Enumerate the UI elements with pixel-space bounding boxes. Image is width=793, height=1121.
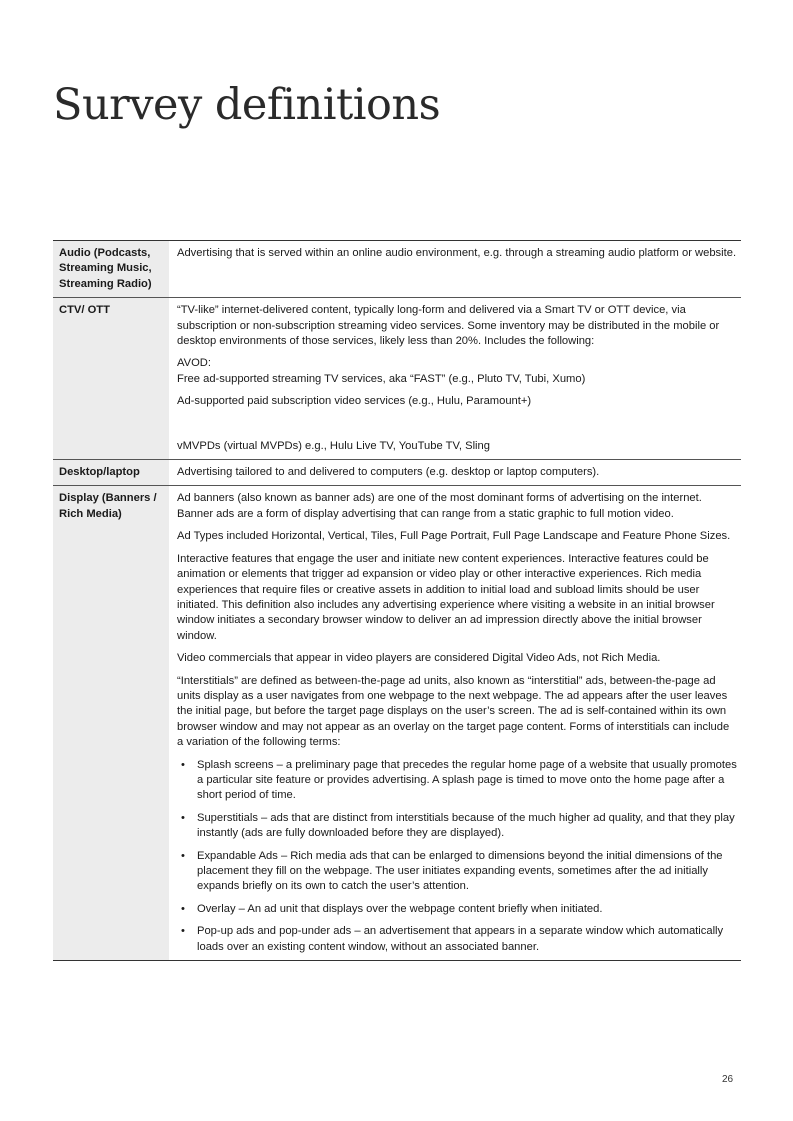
list-item-text: Expandable Ads – Rich media ads that can be enlarged to dimensions beyond the initial dimensions of the placement they fill on the webpage. The user initiates expanding events, sometimes after the ad initially expands briefly on its own to catch the user’s attention. — [197, 849, 723, 893]
definition-cell — [169, 298, 741, 460]
bullet-icon: • — [181, 902, 185, 915]
list-item-text: Superstitials – ads that are distinct from interstitials because of the much higher ad quality, and that they play instantly (ads are fully downloaded before they are displayed). — [197, 811, 735, 840]
definition-paragraph: “TV-like” internet-delivered content, typically long-form and delivered via a Smart TV or OTT device, via subscription or non-subscription streaming video services. Some inventory may be distributed in the mobile or desktop environments of those services, likely less than 20%. Includes the following: — [177, 304, 720, 348]
list-item — [177, 924, 737, 955]
definition-paragraph: Video commercials that appear in video players are considered Digital Video Ads, not Rich Media. — [177, 652, 661, 665]
table-row — [53, 460, 741, 486]
definition-cell — [169, 460, 741, 486]
term-cell: Display (Banners / Rich Media) — [53, 486, 169, 961]
definition-cell — [169, 241, 741, 298]
definition-paragraph: Interactive features that engage the user and initiate new content experiences. Interactive features could be animation or elements that trigger ad expansion or video play or other interactive experiences. Rich media experiences that require files or creative assets in addition to initial load and subload limits should be user initiated. This definition also includes any advertising experience where visiting a website in an initial browser window initiates a secondary browser window to deliver an ad impression directly above the initial browser window. — [177, 552, 715, 642]
bullet-icon: • — [181, 925, 185, 938]
definition-paragraph: Free ad-supported streaming TV services, aka “FAST” (e.g., Pluto TV, Tubi, Xumo) — [177, 372, 586, 385]
table-row — [53, 241, 741, 298]
interstitial-types-list — [177, 758, 737, 955]
bullet-icon: • — [181, 811, 185, 824]
page-number: 26 — [722, 1074, 734, 1085]
list-item — [177, 902, 737, 917]
definition-paragraph: Advertising that is served within an online audio environment, e.g. through a streaming audio platform or website. — [177, 247, 737, 259]
list-item — [177, 758, 737, 804]
term-cell: Desktop/laptop — [53, 460, 169, 486]
definition-paragraph: Ad-supported paid subscription video services (e.g., Hulu, Paramount+) — [177, 395, 532, 408]
page-title: Survey definitions — [53, 80, 441, 130]
definition-paragraph: “Interstitials” are defined as between-the-page ad units, also known as “interstitial” ads, between-the-page ad units display as a user navigates from one webpage to the next webpage. The ad appears after the user leaves the initial page, but before the target page displays on the user’s screen. The ad is self-contained within its own browser window and may not appear as an overlay on the target page content. Forms of interstitials can include a variation of the following terms: — [177, 674, 730, 749]
term-cell: CTV/ OTT — [53, 298, 169, 460]
definition-paragraph: Ad Types included Horizontal, Vertical, Tiles, Full Page Portrait, Full Page Landscape and Feature Phone Sizes. — [177, 530, 731, 543]
definition-paragraph: Advertising tailored to and delivered to computers (e.g. desktop or laptop computers). — [177, 466, 600, 479]
bullet-icon: • — [181, 849, 185, 862]
list-item-text: Pop-up ads and pop-under ads – an advertisement that appears in a separate window which automatically loads over an existing content window, without an associated banner. — [197, 925, 724, 953]
list-item — [177, 811, 737, 842]
avod-group — [177, 356, 737, 387]
definitions-table — [53, 240, 741, 961]
list-item — [177, 849, 737, 895]
list-item-text: Splash screens – a preliminary page that precedes the regular home page of a website that usually promotes a particular site feature or provides advertising. A splash page is timed to move onto the home page after a short period of time. — [197, 758, 737, 802]
definition-cell — [169, 486, 741, 961]
list-item-text: Overlay – An ad unit that displays over the webpage content briefly when initiated. — [197, 902, 603, 915]
table-row — [53, 298, 741, 460]
table-row — [53, 486, 741, 961]
definition-paragraph: AVOD: — [177, 357, 211, 370]
term-cell: Audio (Podcasts, Streaming Music, Streaming Radio) — [53, 241, 169, 298]
definition-paragraph: vMVPDs (virtual MVPDs) e.g., Hulu Live TV, YouTube TV, Sling — [177, 439, 490, 452]
spacer — [177, 417, 737, 439]
definition-paragraph: Ad banners (also known as banner ads) are one of the most dominant forms of advertising on the internet. Banner ads are a form of display advertising that can range from a static graphic to full motion video. — [177, 492, 702, 520]
bullet-icon: • — [181, 758, 185, 771]
